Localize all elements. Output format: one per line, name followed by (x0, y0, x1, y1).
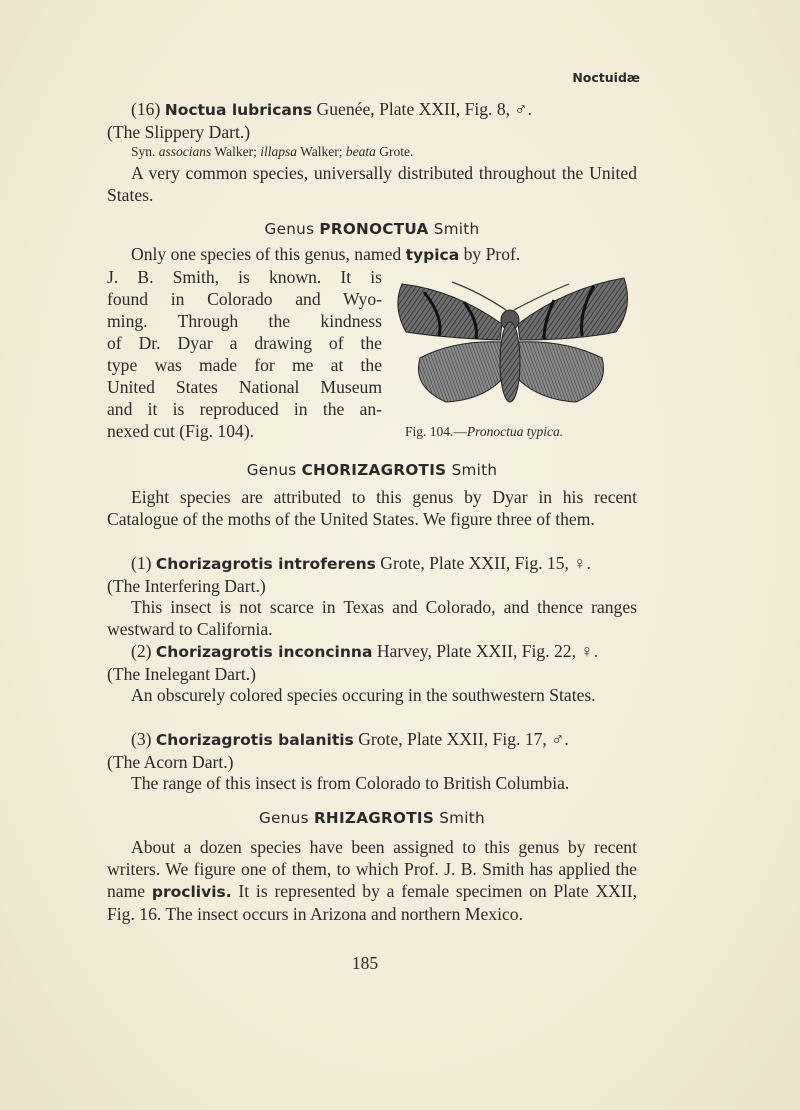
common-name: (The Inelegant Dart.) (107, 664, 256, 684)
genus-intro-paragraph: Eight species are attributed to this genus by Dyar in his recent Catalogue of the moths of the United States. We figure three of them. (107, 487, 637, 529)
figure-caption (405, 424, 635, 440)
text-run: It is represented by a female specimen on Plate XXII, Fig. 16. The insect occurs in Arizona and northern Mexico. (107, 881, 637, 924)
species-authority: Grote, Plate XXII, Fig. 17, ♂. (358, 729, 569, 749)
synonym-illapsa: illapsa (260, 144, 297, 159)
synonym-author: Walker; (214, 144, 257, 159)
text-run: Only one species of this genus, named (131, 244, 402, 264)
text-line: J. B. Smith, is known. It is (107, 267, 382, 287)
figure-species-name: Pronoctua typica. (466, 424, 564, 439)
genus-authority: Smith (439, 809, 485, 827)
page-number: 185 (351, 953, 379, 973)
species-description: The range of this insect is from Colorado to British Columbia. (131, 773, 570, 793)
genus-name: PRONOCTUA (319, 220, 429, 238)
entry-number: (1) (131, 553, 152, 573)
genus-name: RHIZAGROTIS (313, 809, 435, 827)
entry-number: (2) (131, 641, 152, 661)
text-line: United States National Museum (107, 377, 382, 397)
species-authority: Harvey, Plate XXII, Fig. 22, ♀. (376, 641, 598, 661)
moth-illustration (384, 262, 636, 448)
genus-name: CHORIZAGROTIS (301, 461, 447, 479)
common-name: (The Slippery Dart.) (107, 122, 251, 142)
species-entry-introferens (107, 552, 637, 597)
text-line: found in Colorado and Wyo- (107, 289, 382, 309)
genus-heading-pronoctua (107, 218, 637, 240)
genus-paragraph (107, 836, 637, 925)
genus-label: Genus (264, 220, 315, 238)
syn-label: Syn. (131, 144, 156, 159)
synonym-author: Walker; (300, 144, 343, 159)
text-line: nexed cut (Fig. 104). (107, 421, 255, 441)
species-authority: Grote, Plate XXII, Fig. 15, ♀. (380, 553, 591, 573)
species-name: typica (405, 246, 460, 264)
species-description: An obscurely colored species occuring in the southwestern States. (131, 685, 596, 705)
species-description: A very common species, universally distributed throughout the United States. (107, 163, 637, 205)
text-line: ming. Through the kindness (107, 311, 382, 331)
common-name: (The Acorn Dart.) (107, 752, 234, 772)
text-line: type was made for me at the (107, 355, 382, 375)
genus-heading-chorizagrotis (107, 459, 637, 481)
synonym-beata: beata (345, 144, 376, 159)
species-name: Chorizagrotis balanitis (155, 731, 354, 749)
figure-number: Fig. 104.— (405, 424, 467, 439)
species-description: This insect is not scarce in Texas and Colorado, and thence ranges westward to California. (107, 597, 637, 639)
entry-number: (3) (131, 729, 152, 749)
species-name: Noctua lubricans (164, 101, 313, 119)
running-head: Noctuidæ (572, 70, 640, 85)
entry-number: (16) (131, 99, 161, 119)
genus-heading-rhizagrotis (107, 807, 637, 829)
text-line: and it is reproduced in the an- (107, 399, 382, 419)
species-name: Chorizagrotis inconcinna (155, 643, 373, 661)
species-entry-noctua-lubricans (107, 98, 637, 143)
synonym-associans: associans (158, 144, 212, 159)
synonymy-line (107, 143, 637, 161)
species-name: proclivis. (151, 883, 232, 901)
species-entry-balanitis (107, 728, 637, 773)
species-entry-inconcinna (107, 640, 637, 685)
genus-authority: Smith (433, 220, 480, 238)
common-name: (The Interfering Dart.) (107, 576, 266, 596)
text-line: of Dr. Dyar a drawing of the (107, 333, 382, 353)
text-run: by Prof. (463, 244, 521, 264)
genus-label: Genus (246, 461, 297, 479)
moth-drawing (384, 262, 636, 422)
species-name: Chorizagrotis introferens (155, 555, 376, 573)
genus-label: Genus (259, 809, 309, 827)
wrapped-text-column (107, 266, 382, 442)
synonym-author: Grote. (379, 144, 414, 159)
species-authority: Guenée, Plate XXII, Fig. 8, ♂. (316, 99, 533, 119)
genus-authority: Smith (451, 461, 498, 479)
text-run: About a dozen species have been assigned to this genus by recent writers. We figure one of them, to which Prof. J. B. Smith has applied the name (107, 837, 637, 901)
